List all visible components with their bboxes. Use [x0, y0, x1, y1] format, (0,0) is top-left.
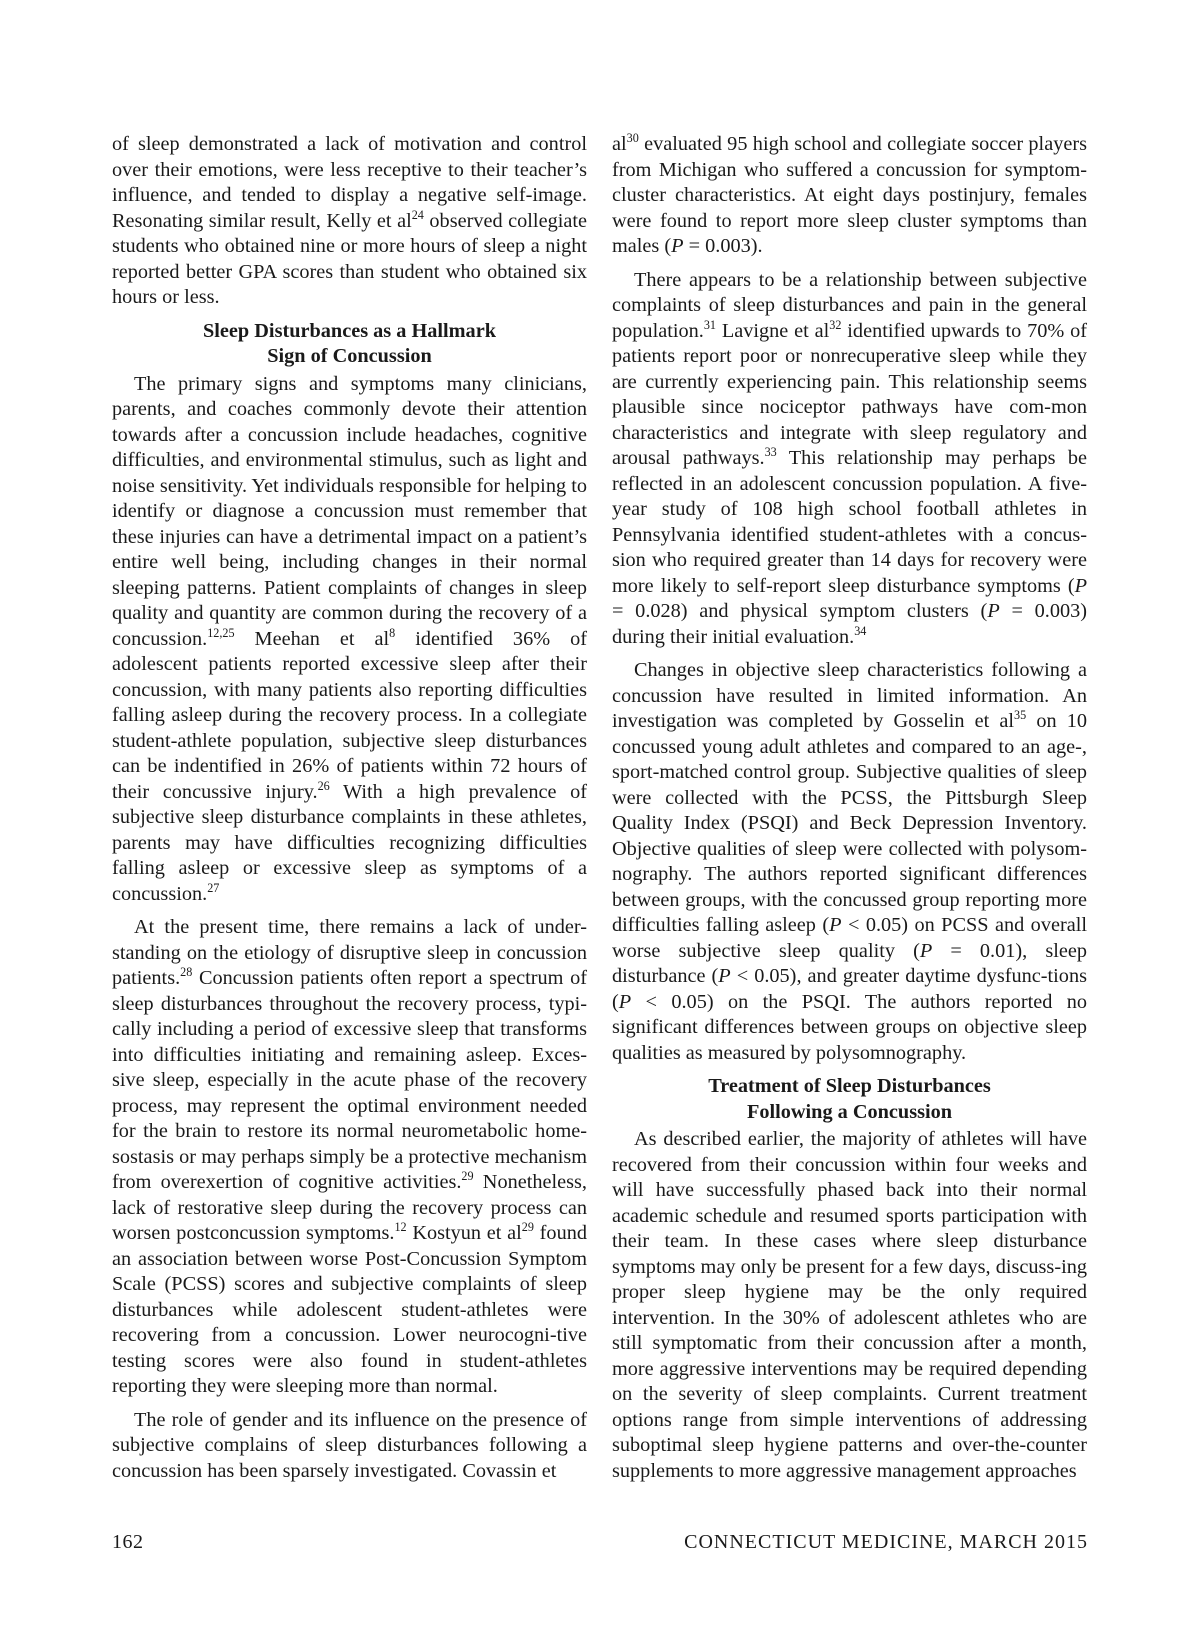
- left-column: [112, 132, 587, 1492]
- citation-superscript: 34: [854, 623, 867, 638]
- section-heading-line: Sleep Disturbances as a Hallmark: [203, 319, 496, 342]
- page-number: 162: [112, 1531, 144, 1553]
- citation-superscript: 28: [180, 965, 193, 980]
- right-column: [612, 132, 1087, 1492]
- citation-superscript: 12: [394, 1220, 407, 1235]
- section-heading: [112, 319, 587, 370]
- body-paragraph: The primary signs and symptoms many clinicians, parents, and coaches commonly devote their attention towards after a concussion include headaches, cognitive difficulties, and environmental stimulus, such as light and noise sensitivity. Yet individuals responsible for helping to identify or diagnose a concussion must remember that these injuries can have a detrimental impact on a patient’s entire well being, including changes in their normal sleeping patterns. Patient complaints of changes in sleep quality and quantity are common during the recovery of a concussion.$^{12,25}$ Meehan et $al^8$ identified 36% of adolescent patients reported excessive sleep after their concussion, with many patients also reporting difficulties falling asleep during the recovery process. In a collegiate student-athlete population, subjective sleep disturbances can be indentified in 26% of patients within 72 hours of their concussive injury.$^{26}$ With a high prevalence of subjective sleep disturbance complaints in these athletes, parents may have difficulties recognizing difficulties falling asleep or excessive sleep as symptoms of a concussion.$^{27}$: [112, 372, 587, 905]
- italic-symbol: P: [987, 600, 1000, 622]
- body-paragraph: At the present time, there remains a lack of under-standing on the etiology of disruptive sleep in concussion patients.$^{28}$ Concussion patients often report a spectrum of sleep disturbances throughout the recovery process, typi-cally including a period of excessive sleep that transforms into difficulties initiating and remaining asleep. Exces-sive sleep, especially in the acute phase of the recovery process, may represent the optimal environment needed for the brain to restore its normal neurometabolic home-sostasis or may perhaps simply be a protective mechanism from overexertion of cognitive activities.$^{29}$ Nonetheless, lack of restorative sleep during the recovery process can worsen postconcussion symptoms.$^{12}$ Kostyun et $al^{29}$ found an association between worse Post-Concussion Symptom Scale (PCSS) scores and subjective complaints of sleep disturbances while adolescent student-athletes were recovering from a concussion. Lower neurocogni-tive testing scores were also found in student-athletes reporting they were sleeping more than normal.: [112, 916, 587, 1397]
- citation-superscript: 12,25: [207, 625, 235, 640]
- citation-superscript: 27: [207, 880, 220, 895]
- body-paragraph: Changes in objective sleep characteristics following a concussion have resulted in limited information. An investigation was completed by Gosselin et $al^{35}$ on 10 concussed young adult athletes and compared to an age-, sport-matched control group. Subjective qualities of sleep were collected with the PCSS, the Pittsburgh Sleep Quality Index (PSQI) and Beck Depression Inventory. Objective qualities of sleep were collected with polysom-nography. The authors reported significant differences between groups, with the concussed group reporting more difficulties falling asleep (P < 0.05) on PCSS and overall worse subjective sleep quality (P = 0.01), sleep disturbance (P < 0.05), and greater daytime dysfunc-tions (P < 0.05) on the PSQI. The authors reported no significant differences between groups on objective sleep qualities as measured by polysomnography.: [612, 659, 1088, 1064]
- section-heading: [612, 1074, 1087, 1125]
- italic-symbol: P: [718, 965, 731, 987]
- journal-footer: CONNECTICUT MEDICINE, MARCH 2015: [684, 1531, 1088, 1553]
- italic-symbol: P: [671, 235, 684, 257]
- italic-symbol: P: [618, 990, 632, 1013]
- section-heading-line: Treatment of Sleep Disturbances: [708, 1075, 991, 1097]
- italic-symbol: P: [829, 914, 842, 936]
- body-paragraph: $al^{30}$ evaluated 95 high school and collegiate soccer players from Michigan who suffered a concussion for symptom-cluster characteristics. At eight days postinjury, females were found to report more sleep cluster symptoms than males (P = 0.003).: [612, 131, 1087, 257]
- citation-superscript: 30: [626, 131, 639, 146]
- body-paragraph: As described earlier, the majority of athletes will have recovered from their concussion within four weeks and will have successfully phased back into their normal academic schedule and resumed sports participation with their team. In these cases where sleep disturbance symptoms may only be present for a few days, discuss-ing proper sleep hygiene may be the only required intervention. In the 30% of adolescent athletes who are still symptomatic from their concussion after a month, more aggressive interventions may be required depending on the severity of sleep complaints. Current treatment options range from simple interventions of addressing suboptimal sleep hygiene patterns and over-the-counter supplements to more aggressive management approaches: [612, 1128, 1087, 1482]
- citation-superscript: 31: [703, 317, 716, 332]
- citation-superscript: 26: [317, 778, 330, 793]
- body-paragraph: The role of gender and its influence on the presence of subjective complains of sleep disturbances following a concussion has been sparsely investigated. Covassin et: [112, 1408, 587, 1482]
- citation-superscript: 8: [389, 625, 396, 640]
- section-heading-line: Following a Concussion: [746, 1100, 953, 1123]
- italic-symbol: P: [1074, 574, 1087, 597]
- body-paragraph: There appears to be a relationship between subjective complaints of sleep disturbances and pain in the general population.$^{31}$ Lavigne et $al^{32}$ identified upwards to 70% of patients report poor or nonrecuperative sleep while they are currently experiencing pain. This relationship seems plausible since nociceptor pathways have com-mon characteristics and integrate with sleep regulatory and arousal pathways.$^{33}$ This relationship may perhaps be reflected in an adolescent concussion population. A five-year study of 108 high school football athletes in Pennsylvania identified student-athletes with a concus-sion who required greater than 14 days for recovery were more likely to self-report sleep disturbance symptoms (P = 0.028) and physical symptom clusters (P = 0.003) during their initial evaluation.$^{34}$: [612, 268, 1087, 648]
- citation-superscript: 33: [764, 445, 777, 460]
- citation-superscript: 32: [829, 317, 842, 332]
- section-heading-line: Sign of Concussion: [267, 345, 432, 367]
- citation-superscript: 24: [411, 207, 424, 222]
- citation-superscript: 29: [461, 1169, 474, 1184]
- body-paragraph: of sleep demonstrated a lack of motivation and control over their emotions, were less receptive to their teacher’s influence, and tended to display a negative self-image. Resonating similar result, Kelly et $al^{24}$ observed collegiate students who obtained nine or more hours of sleep a night reported better GPA scores than student who obtained six hours or less.: [112, 133, 587, 308]
- italic-symbol: P: [919, 939, 933, 962]
- citation-superscript: 29: [521, 1220, 534, 1235]
- citation-superscript: 35: [1014, 708, 1027, 723]
